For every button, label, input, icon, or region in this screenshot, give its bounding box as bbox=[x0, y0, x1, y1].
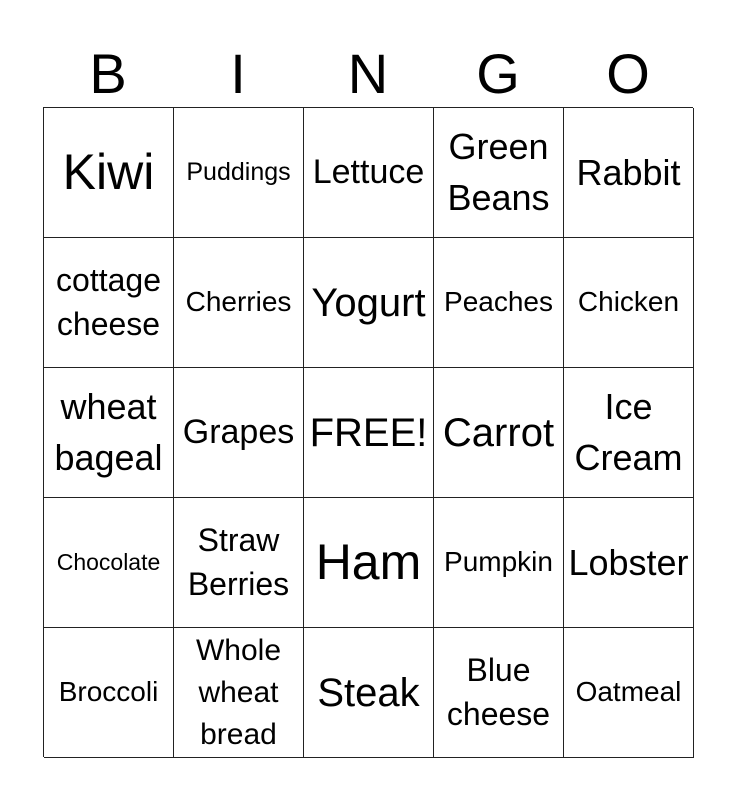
cell-label: Straw Berries bbox=[187, 522, 290, 602]
bingo-cell[interactable] bbox=[44, 368, 174, 498]
cell-label: Puddings bbox=[186, 157, 291, 186]
cell-label: wheat bageal bbox=[54, 386, 163, 478]
cell-label: Rabbit bbox=[576, 151, 681, 193]
bingo-cell[interactable] bbox=[564, 368, 694, 498]
bingo-board bbox=[43, 107, 693, 757]
bingo-cell[interactable] bbox=[304, 628, 434, 758]
bingo-cell[interactable] bbox=[304, 108, 434, 238]
bingo-cell[interactable] bbox=[564, 238, 694, 368]
bingo-cell[interactable] bbox=[434, 368, 564, 498]
cell-label: Chicken bbox=[577, 286, 680, 318]
cell-label: Lobster bbox=[568, 541, 689, 583]
header-letter-b: B bbox=[89, 42, 127, 105]
cell-label: Steak bbox=[317, 670, 420, 715]
bingo-cell[interactable] bbox=[564, 628, 694, 758]
bingo-cell[interactable] bbox=[564, 498, 694, 628]
cell-label: Oatmeal bbox=[575, 676, 682, 708]
bingo-header bbox=[43, 40, 693, 108]
bingo-cell[interactable] bbox=[304, 238, 434, 368]
free-space[interactable] bbox=[304, 368, 434, 498]
bingo-cell[interactable] bbox=[434, 108, 564, 238]
cell-label: Cherries bbox=[185, 286, 292, 318]
header-letter-o: O bbox=[606, 42, 650, 105]
cell-label: Chocolate bbox=[56, 548, 161, 575]
bingo-cell[interactable] bbox=[434, 238, 564, 368]
bingo-cell[interactable] bbox=[174, 368, 304, 498]
bingo-cell[interactable] bbox=[44, 498, 174, 628]
cell-label: cottage cheese bbox=[56, 262, 161, 342]
bingo-cell[interactable] bbox=[44, 628, 174, 758]
bingo-cell[interactable] bbox=[174, 498, 304, 628]
cell-label: Ham bbox=[315, 534, 422, 590]
cell-label: Broccoli bbox=[58, 676, 159, 708]
cell-label: Yogurt bbox=[311, 280, 426, 325]
cell-label: Carrot bbox=[442, 410, 555, 455]
header-letter-g: G bbox=[476, 42, 520, 105]
cell-label: Whole wheat bread bbox=[195, 633, 282, 751]
header-letter-i: I bbox=[230, 42, 246, 105]
cell-label: Pumpkin bbox=[444, 546, 553, 578]
header-letter-n: N bbox=[347, 42, 389, 105]
bingo-cell[interactable] bbox=[434, 628, 564, 758]
bingo-cell[interactable] bbox=[174, 628, 304, 758]
cell-label: Grapes bbox=[182, 412, 295, 451]
bingo-cell[interactable] bbox=[44, 108, 174, 238]
cell-label: FREE! bbox=[309, 410, 428, 455]
cell-label: Blue cheese bbox=[446, 652, 551, 732]
cell-label: Ice Cream bbox=[574, 386, 683, 478]
bingo-cell[interactable] bbox=[174, 108, 304, 238]
bingo-cell[interactable] bbox=[434, 498, 564, 628]
cell-label: Green Beans bbox=[447, 126, 550, 218]
bingo-cell[interactable] bbox=[564, 108, 694, 238]
cell-label: Kiwi bbox=[62, 144, 155, 200]
bingo-cell[interactable] bbox=[44, 238, 174, 368]
cell-label: Lettuce bbox=[312, 152, 425, 191]
cell-label: Peaches bbox=[444, 286, 553, 318]
bingo-cell[interactable] bbox=[304, 498, 434, 628]
bingo-cell[interactable] bbox=[174, 238, 304, 368]
